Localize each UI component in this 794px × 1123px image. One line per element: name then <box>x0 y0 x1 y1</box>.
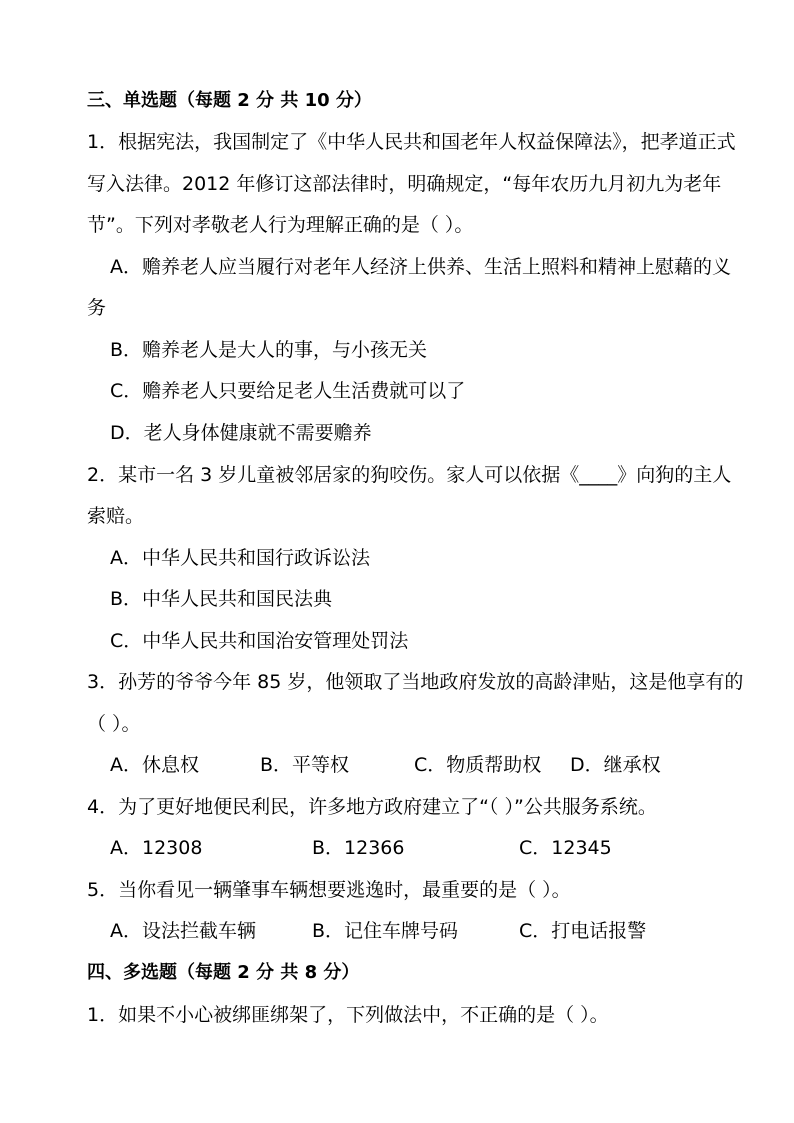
question-1-text: 写入法律。2012 年修订这部法律时，明确规定，“每年农历九月初九为老年 <box>87 173 722 195</box>
question-3-text: 3．孙芳的爷爷今年 85 岁，他领取了当地政府发放的高龄津贴，这是他享有的 <box>87 671 744 693</box>
question-1-text: 1．根据宪法，我国制定了《中华人民共和国老年人权益保障法》，把孝道正式 <box>87 131 736 153</box>
question-5-option-c: C．打电话报警 <box>519 920 647 942</box>
question-3-text: （ ）。 <box>87 713 141 735</box>
question-3-option-d: D．继承权 <box>570 754 661 776</box>
question-2-text: 2．某市一名 3 岁儿童被邻居家的狗咬伤。家人可以依据《____》向狗的主人 <box>87 464 732 486</box>
section-heading-single-choice: 三、单选题（每题 2 分 共 10 分） <box>87 90 372 111</box>
question-1-text: 节”。下列对孝敬老人行为理解正确的是（ ）。 <box>87 214 474 236</box>
question-2-option-b: B．中华人民共和国民法典 <box>110 588 333 610</box>
question-2-text: 索赔。 <box>87 505 145 527</box>
question-3-option-b: B．平等权 <box>260 754 350 776</box>
section-heading-multiple-choice: 四、多选题（每题 2 分 共 8 分） <box>87 962 360 983</box>
question-3-option-c: C．物质帮助权 <box>414 754 542 776</box>
question-4-option-b: B．12366 <box>312 837 405 859</box>
question-5-option-a: A．设法拦截车辆 <box>110 920 256 942</box>
question-1-option-a: 务 <box>87 297 107 319</box>
question-1-option-d: D．老人身体健康就不需要赡养 <box>110 422 372 444</box>
question-4-option-a: A．12308 <box>110 837 203 859</box>
question-1-option-a: A．赡养老人应当履行对老年人经济上供养、生活上照料和精神上慰藉的义 <box>110 256 731 278</box>
question-3-option-a: A．休息权 <box>110 754 199 776</box>
question-5-text: 5．当你看见一辆肇事车辆想要逃逸时，最重要的是（ ）。 <box>87 879 571 901</box>
question-5-option-b: B．记住车牌号码 <box>312 920 459 942</box>
question-1-option-c: C．赡养老人只要给足老人生活费就可以了 <box>110 380 466 402</box>
question-2-option-c: C．中华人民共和国治安管理处罚法 <box>110 630 409 652</box>
question-4-text: 4．为了更好地便民利民，许多地方政府建立了“（ ）”公共服务系统。 <box>87 796 657 818</box>
question-2-option-a: A．中华人民共和国行政诉讼法 <box>110 547 370 569</box>
question-1-option-b: B．赡养老人是大人的事，与小孩无关 <box>110 339 428 361</box>
question-1-text: 1．如果不小心被绑匪绑架了，下列做法中，不正确的是（ ）。 <box>87 1004 609 1026</box>
question-4-option-c: C．12345 <box>519 837 612 859</box>
